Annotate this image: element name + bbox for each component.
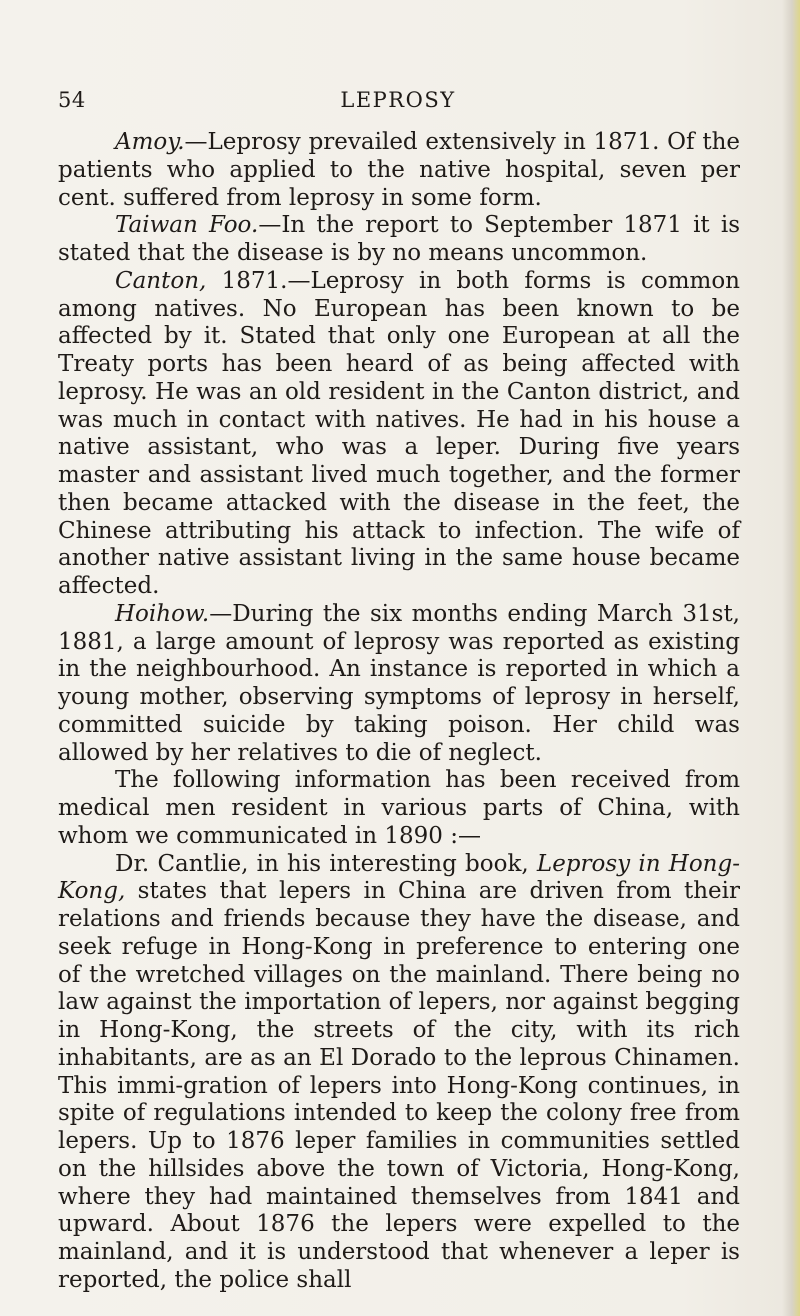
place-heading-amoy: Amoy. [115, 129, 185, 155]
paragraph-following-information [58, 767, 740, 850]
paragraph-canton [58, 268, 740, 601]
paragraph-text: The following information has been received from medical men resident in various parts of China, with whom we communicated in 1890 :— [58, 767, 740, 849]
running-title: LEPROSY [340, 88, 456, 112]
paragraph-amoy [58, 129, 740, 212]
book-title: Leprosy in Hong-Kong, [58, 850, 740, 905]
paragraph-text: —In the report to September 1871 it is stated that the disease is by no means uncommon. [58, 212, 741, 266]
page-header [58, 88, 738, 116]
paragraph-taiwan-foo [58, 212, 740, 268]
place-heading-canton: Canton, [115, 267, 207, 294]
paragraph-text-after-title: states that lepers in China are driven from their relations and friends because they have the disease, and seek refuge in Hong-Kong in preference to entering one of the wretched villages on the mainland. There being no law against the importation of lepers, nor against begging in Hong-Kong, the streets of the city, with its rich inhabitants, are as an El Dorado to the leprous Chinamen. This immi-gration of lepers into Hong-Kong continues, in spite of regulations intended to keep the colony free from lepers. Up to 1876 leper families in communities settled on the hillsides above the town of Victoria, Hong-Kong, where they had maintained themselves from 1841 and upward. About 1876 the lepers were expelled to the mainland, and it is understood that whenever a leper is reported, the police shall [58, 878, 740, 1293]
page-edge-shadow [782, 0, 800, 1316]
paragraph-text: 1871.—Leprosy in both forms is common among natives. No European has been known to be affected by it. Stated that only one European at all the Treaty ports has been heard of as being affected with leprosy. He was an old resident in the Canton district, and was much in contact with natives. He had in his house a native assistant, who was a leper. During five years master and assistant lived much together, and the former then became attacked with the disease in the feet, the Chinese attributing his attack to infection. The wife of another native assistant living in the same house became affected. [58, 267, 740, 599]
paragraph-dr-cantlie [58, 851, 740, 1295]
place-heading-taiwan-foo: Taiwan Foo. [115, 212, 259, 239]
paragraph-text: —During the six months ending March 31st, 1881, a large amount of leprosy was reported as existing in the neighbourhood. An instance is reported in which a young mother, observing symptoms of leprosy in herself, committed suicide by taking poison. Her child was allowed by her relatives to die of neglect. [58, 600, 740, 766]
body-text [58, 129, 740, 1295]
page-number: 54 [58, 88, 86, 112]
paragraph-text-before-title: Dr. Cantlie, in his interesting book, [115, 850, 537, 877]
paragraph-text: —Leprosy prevailed extensively in 1871. Of the patients who applied to the native hospital, seven per cent. suffered from leprosy in some form. [58, 129, 740, 211]
place-heading-hoihow: Hoihow. [115, 600, 210, 627]
paragraph-hoihow [58, 601, 740, 768]
